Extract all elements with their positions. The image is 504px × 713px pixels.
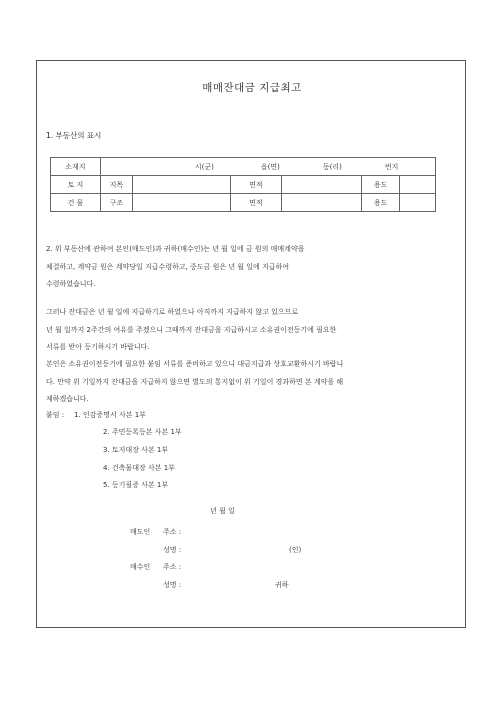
paragraph-line: 다. 만약 위 기일까지 잔대금을 지급하지 않으면 별도의 통지없이 위 기일이 경과하면 본 계약을 해 <box>46 377 344 386</box>
building-label: 건 물 <box>51 194 101 212</box>
si-label: 시(군) <box>194 163 214 171</box>
building-area-label: 면적 <box>230 194 282 212</box>
building-use-label: 용도 <box>362 194 400 212</box>
attachment-item: 4. 건축물대장 사본 1부 <box>103 464 175 472</box>
table-row <box>51 158 436 176</box>
buyer-address-label: 주소 : <box>163 563 182 571</box>
paragraph-line: 2. 위 부동산에 관하여 본인(매도인)과 귀하(매수인)는 년 월 일에 금 원의 매매계약을 <box>46 245 305 253</box>
paragraph-line: 수령하였습니다. <box>46 280 96 288</box>
paragraph-line: 제하겠습니다. <box>46 395 89 403</box>
honorific: 귀하 <box>275 581 289 589</box>
building-area-value <box>282 194 362 212</box>
section-1-heading: 1. 부동산의 표시 <box>46 131 102 140</box>
paragraph-line: 서류를 받아 등기하시기 바랍니다. <box>46 343 150 351</box>
eup-label: 읍(면) <box>260 163 280 171</box>
paragraph-line: 체결하고, 계약금 원은 계약당일 지급수령하고, 중도금 원은 년 월 일에 지급하여 <box>46 262 290 271</box>
seal-mark: (인) <box>289 546 302 554</box>
attachment-item: 1. 인감증명서 사본 1부 <box>74 411 146 419</box>
attachment-item: 3. 토지대장 사본 1부 <box>103 446 169 454</box>
paragraph-line: 년 월 일까지 2주간의 여유를 주겠으니 그때까지 잔대금을 지급하시고 소유권이전등기에 필요한 <box>46 325 337 334</box>
land-category-value <box>132 176 230 194</box>
attachment-item: 2. 주민등록등본 사본 1부 <box>103 428 182 436</box>
paragraph-line: 그러나 잔대금은 년 월 일에 지급하기로 하였으나 아직까지 지급하지 않고 있으므로 <box>46 308 299 316</box>
land-label: 토 지 <box>51 176 101 194</box>
location-value <box>100 158 435 176</box>
land-area-value <box>282 176 362 194</box>
building-use-value <box>400 194 436 212</box>
land-use-label: 용도 <box>362 176 400 194</box>
document-title: 매매잔대금 지급최고 <box>202 82 302 94</box>
seller-name-label: 성명 : <box>163 546 182 554</box>
building-structure-value <box>132 194 230 212</box>
seller-role: 매도인 <box>130 528 151 536</box>
location-label: 소재지 <box>51 158 101 176</box>
paragraph-4 <box>46 356 466 409</box>
property-table <box>50 157 436 212</box>
dong-label: 동(리) <box>322 163 342 171</box>
table-row <box>51 176 436 194</box>
table-row <box>51 194 436 212</box>
paragraph-line: 본인은 소유권이전등기에 필요한 붙임 서류를 준비하고 있으니 대금지급과 상호교환하시기 바랍니 <box>46 360 344 368</box>
land-use-value <box>400 176 436 194</box>
paragraph-3 <box>46 304 466 357</box>
paragraph-2 <box>46 241 466 294</box>
buyer-role: 매수인 <box>130 563 151 571</box>
beonji-label: 번지 <box>384 163 399 171</box>
land-area-label: 면적 <box>230 176 282 194</box>
building-structure-label: 구조 <box>100 194 132 212</box>
buyer-name-label: 성명 : <box>163 581 182 589</box>
attachments-label: 붙임 : <box>46 411 65 419</box>
seller-address-label: 주소 : <box>163 528 182 536</box>
date-line: 년 월 일 <box>210 507 235 515</box>
attachment-item: 5. 등기필증 사본 1부 <box>103 481 169 489</box>
land-category-label: 지목 <box>100 176 132 194</box>
